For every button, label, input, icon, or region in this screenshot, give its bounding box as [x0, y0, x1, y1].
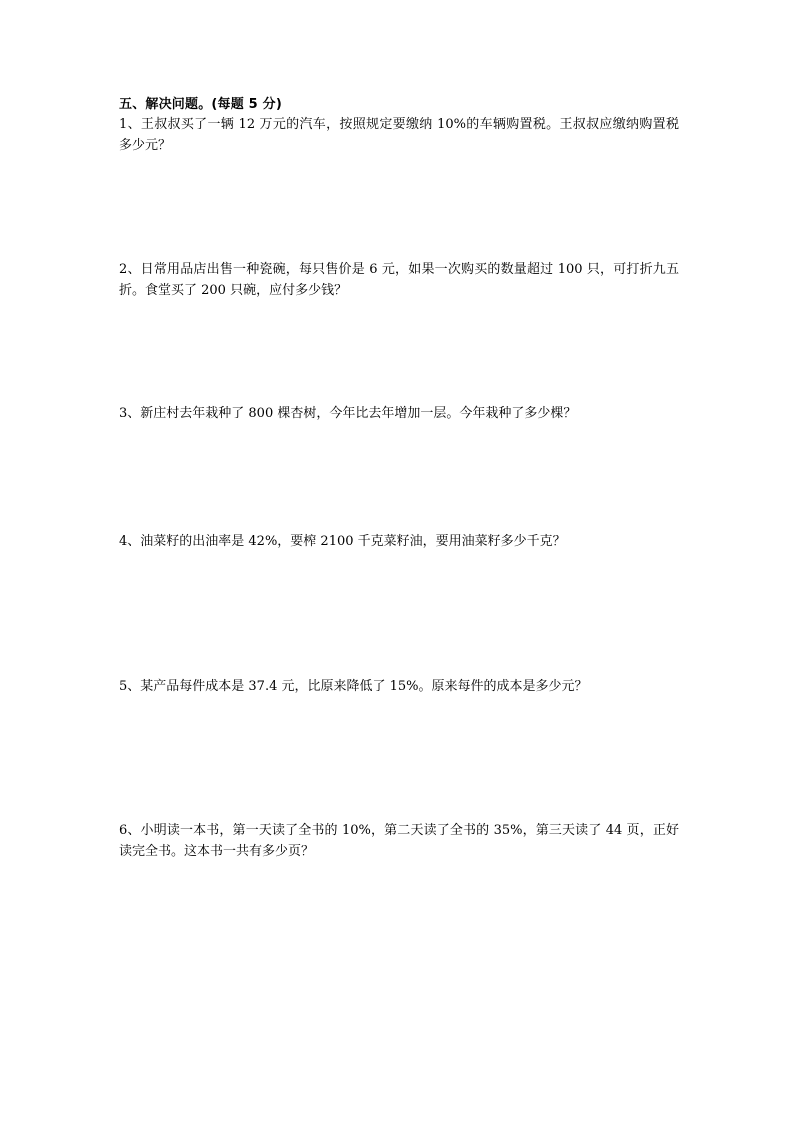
question-2	[119, 259, 679, 301]
question-5-text: 5、某产品每件成本是 37.4 元，比原来降低了 15%。原来每件的成本是多少元？	[119, 679, 588, 694]
question-1-text: 1、王叔叔买了一辆 12 万元的汽车，按照规定要缴纳 10%的车辆购置税。王叔叔应缴纳购置税多少元？	[119, 117, 679, 153]
question-3-text: 3、新庄村去年栽种了 800 棵杏树，今年比去年增加一层。今年栽种了多少棵？	[119, 406, 577, 421]
section-title: 五、解决问题。(每题 5 分)	[119, 97, 282, 112]
question-5	[119, 676, 679, 697]
question-6-text: 6、小明读一本书，第一天读了全书的 10%，第二天读了全书的 35%，第三天读了 44 页，正好读完全书。这本书一共有多少页？	[119, 823, 679, 859]
question-2-text: 2、日常用品店出售一种瓷碗，每只售价是 6 元，如果一次购买的数量超过 100 只，可打折九五折。食堂买了 200 只碗，应付多少钱？	[119, 262, 679, 298]
question-4-text: 4、油菜籽的出油率是 42%，要榨 2100 千克菜籽油，要用油菜籽多少千克？	[119, 534, 566, 549]
question-6	[119, 820, 679, 862]
question-4	[119, 531, 679, 552]
question-3	[119, 403, 679, 424]
question-1	[119, 114, 679, 156]
